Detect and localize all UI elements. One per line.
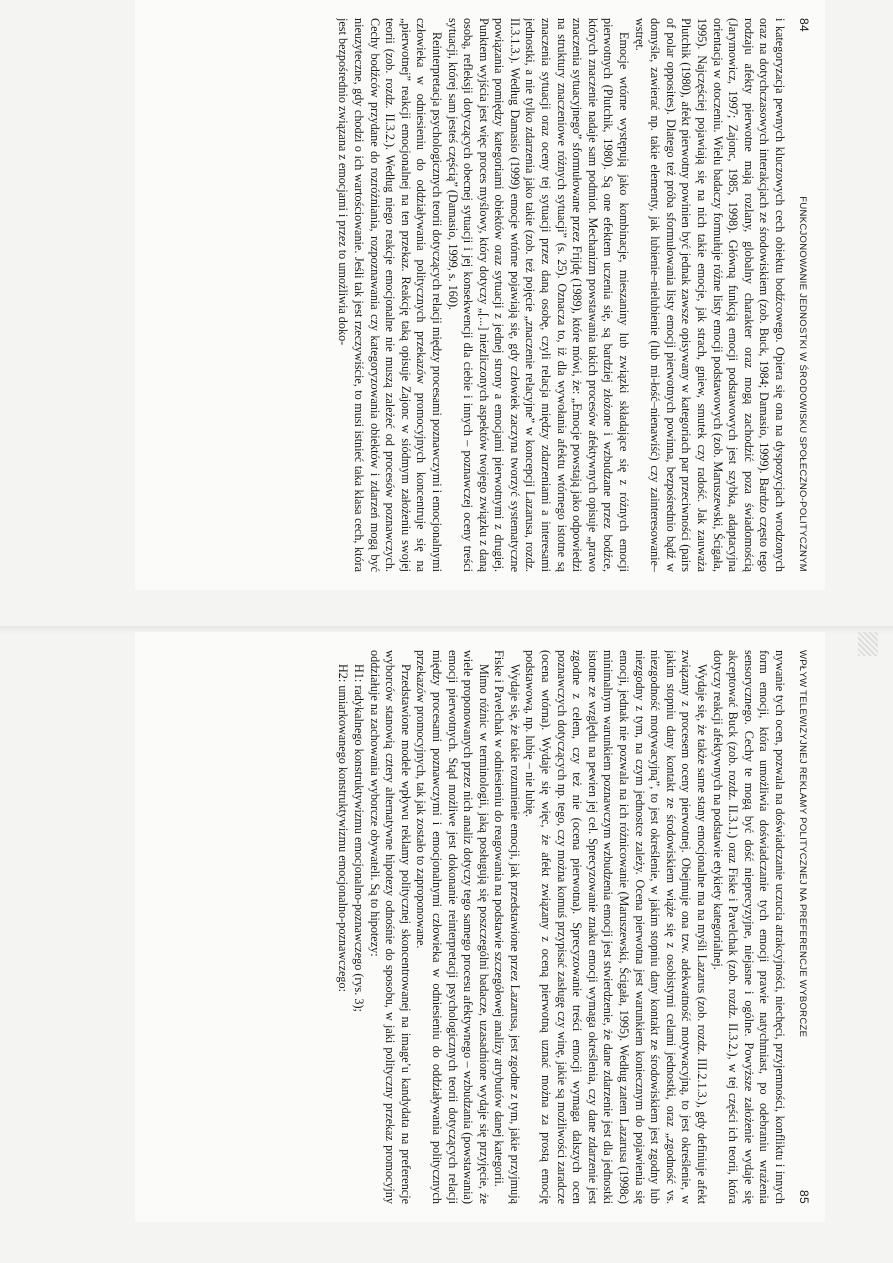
running-head: WPŁYW TELEWIZYJNEJ REKLAMY POLITYCZNEJ NA PREFERENCJE WYBORCZE [797, 650, 808, 1038]
page-number: 84 [797, 18, 811, 32]
running-head: FUNKCJONOWANIE JEDNOSTKI W ŚRODOWISKU SPOŁECZNO-POLITYCZNYM [797, 196, 808, 572]
paragraph: Reinterpretacja psychologicznych teorii dotyczących relacji między procesami poznawczymi i emocjonalnymi człowieka w odniesieniu do oddziaływania politycznych przekazów promocyjnych koncentruje się na „pierwotnej” reakcji emocjonalnej na ten przekaz. Reakcję taką opisuje Zajonc w siódmym założeniu swojej teorii (zob. rozdz. II.3.2.). Według niego reakcje emocjonalne nie muszą zależeć od procesów poznawczych. Cechy bodźców przydane do rozróżniania, rozpoznawania czy kategoryzowania obiektów i zdarzeń mogą być nieuzyteczne, gdy chodzi o ich wartościowanie. Jeśli tak jest rzeczywiście, to musi istnieć taka klasa cech, która jest bezpośrednio związana z emocjami i przez to umożliwia doko- [336, 18, 444, 572]
right-page-header [795, 650, 811, 1204]
paragraph: Wydaje się, że także same stany emocjonalne ma na myśli Lazarus (zob. rozdz. III.2.1.3.), gdy definiuje afekt związany z procesem oceny pierwotnej. Obejmuje ona tzw. adekwatność motywacyjną, to jest określenie, w jakim stopniu dany kontakt ze środowiskiem wiąże się z osobistymi celami jednostki, oraz „zgodność vs. niezgodność motywacyjną”, to jest określenie, w jakim stopniu dany kontakt ze środowiskiem jest zgodny lub niezgodny z tym, na czym jednostce zależy. Ocena pierwotna jest warunkiem koniecznym do pojawienia się emocji, jednak nie pozwala na ich różnicowanie (Maruszewski, Ścigała, 1995). Według zatem Lazarusa (1998c) minimalnym warunkiem poznawczym wzbudzenia emocji jest stwierdzenie, że dane zdarzenie jest dla jednostki istotne ze względu na pewien jej cel. Sprecyzowanie znaku emocji wymaga określenia, czy dane zdarzenie jest zgodne z celem, czy też nie (ocena pierwotna). Sprecyzowanie treści emocji wymaga dalszych ocen poznawczych dotyczących np. tego, czy można komuś przypisać zasługę czy winę, jakie są możliwości zaradcze (ocena wtórna). Wydaje się więc, że afekt związany z oceną pierwotną uznać można za prostą emocję podstawową, np. lubię – nie lubię. [523, 650, 710, 1204]
paragraph: Przedstawione modele wpływu reklamy politycznej skoncentrowanej na image’u kandydata na preferencje wyborców stanowią cztery alternatywne hipotezy odnośnie do sposobu, w jaki polityczny przekaz promocyjny oddziałuje na zachowania wyborcze obywateli. Są to hipotezy: [367, 650, 413, 1204]
scan-artifact [858, 632, 878, 656]
right-page [135, 632, 825, 1222]
paragraph: Emocje wtórne występują jako kombinacje, mieszaniny lub związki składające się z różnych emocji pierwotnych (Plutchik, 1980). Są one efektem uczenia się, są bardziej złożone i wzbudzane przez bodźce, których znaczenie nadaje sam podmiot. Mechanizm powstawania takich procesów afektywnych opisuje „prawo znaczenia sytuacyjnego” sformułowane przez Frijdę (1989), które mówi, że: „Emocje powstają jako odpowiedzi na struktury znaczeniowe różnych sytuacji” (s. 25). Oznacza to, iż dla wywołania afektu wtórnego istotne są znaczenia sytuacji oraz oceny tej sytuacji przez daną osobę, czyli relacja między zdarzeniami a interesami jednostki, a nie tylko zdarzenia jako takie (zob. też pojęcie „znaczenie relacyjne” w koncepcji Lazarusa, rozdz. II.3.1.3.). Według Damasio (1999) emocje wtórne pojawiają się, gdy człowiek zaczyna tworzyć systematyczne powiązania pomiędzy kategoriami obiektów oraz sytuacji z jednej strony a emocjami pierwotnymi z drugiej. Punktem wyjścia jest więc proces myślowy, który dotyczy „[...] niezliczonych aspektów twojego związku z daną osobą, refleksji dotyczących obecnej sytuacji i jej konsekwencji dla ciebie i innych – poznawczej oceny treści sytuacji, której sam jesteś częścią” (Damasio, 1999, s. 160). [445, 18, 632, 572]
hypothesis-item: H1: radykalnego konstruktywizmu emocjonalno-poznawczego (rys. 3); [351, 664, 366, 1012]
left-page-body [335, 18, 787, 572]
right-page-body [335, 650, 787, 1204]
paragraph: Wydaje się, że takie rozumienie emocji, jak przedstawione przez Lazarusa, jest zgodne z tym, jakie przyjmują Fiske i Pavelchak w odniesieniu do reagowania na podstawie szczegółowej analizy atrybutów danej kategorii. [492, 650, 522, 1204]
paragraph: nywanie tych ocen, pozwala na doświadczanie uczucia atrakcyjności, niechęci, przyjemności, konfliktu i innych form emocji, która umożliwia doświadczanie tych emocji prawie natychmiast, po odebraniu wrażenia sensorycznego. Cechy te mogą być dość nieprecyzyjne, niejasne i ogólne. Powyższe założenie wydaje się akceptować Buck (zob. rozdz. II.3.1.) oraz Fiske i Pavelchak (zob. rozdz. II.3.2.), w tej części ich teorii, która dotyczy reakcji afektywnych na podstawie etykiety kategorialnej. [710, 650, 787, 1204]
left-page-header [795, 18, 811, 572]
left-page [135, 0, 825, 590]
hypothesis-item: H2: umiarkowanego konstruktywizmu emocjonalno-poznawczego: [336, 664, 351, 992]
paragraph: Mimo różnic w terminologii, jaką posługują się poszczególni badacze, uzasadnione wydaje się przyjęcie, że wiele proponowanych przez nich analiz dotyczy tego samego procesu afektywnego – wzbudzania (powstawania) emocji pierwotnych. Stąd możliwe jest dokonanie reinterpretacji psychologicznych teorii dotyczących relacji między procesami poznawczymi i emocjonalnymi człowieka w odniesieniu do oddziaływania politycznych przekazów promocyjnych, tak jak zostało to zaproponowane. [414, 650, 491, 1204]
page-number: 85 [797, 1190, 811, 1204]
paragraph: i kategoryzacja pewnych kluczowych cech obiektu bodźcowego. Opiera się ona na dyspozycjach wrodzonych oraz na dotychczasowych interakcjach ze środowiskiem (zob. Buck, 1984; Damasio, 1999). Bardzo często tego rodzaju afekty pierwotne mają rozlany, globalny charakter oraz mogą zachodzić poza świadomością (Jarymowicz, 1997; Zajonc, 1985, 1998). Główną funkcją emocji podstawowych jest szybka, adaptacyjna orientacja w otoczeniu. Wielu badaczy formułuje różne listy emocji podstawowych (zob. Maruszewski, Ścigała, 1995). Najczęściej pojawiają się na nich takie emocje, jak strach, gniew, smutek czy radość. Jak zauważa Plutchik (1980), afekt pierwotny powinien być jednak zawsze opisywany w kategoriach par przeciwności (pairs of polar opposites). Dlatego też próba sformułowania listy emocji pierwotnych powinna, bezpośrednio bądź w domyśle, zawierać np. takie elementy, jak lubienie–nielubienie (lub mi-łość–nienawiść) czy zainteresowanie–wstręt. [632, 18, 787, 572]
